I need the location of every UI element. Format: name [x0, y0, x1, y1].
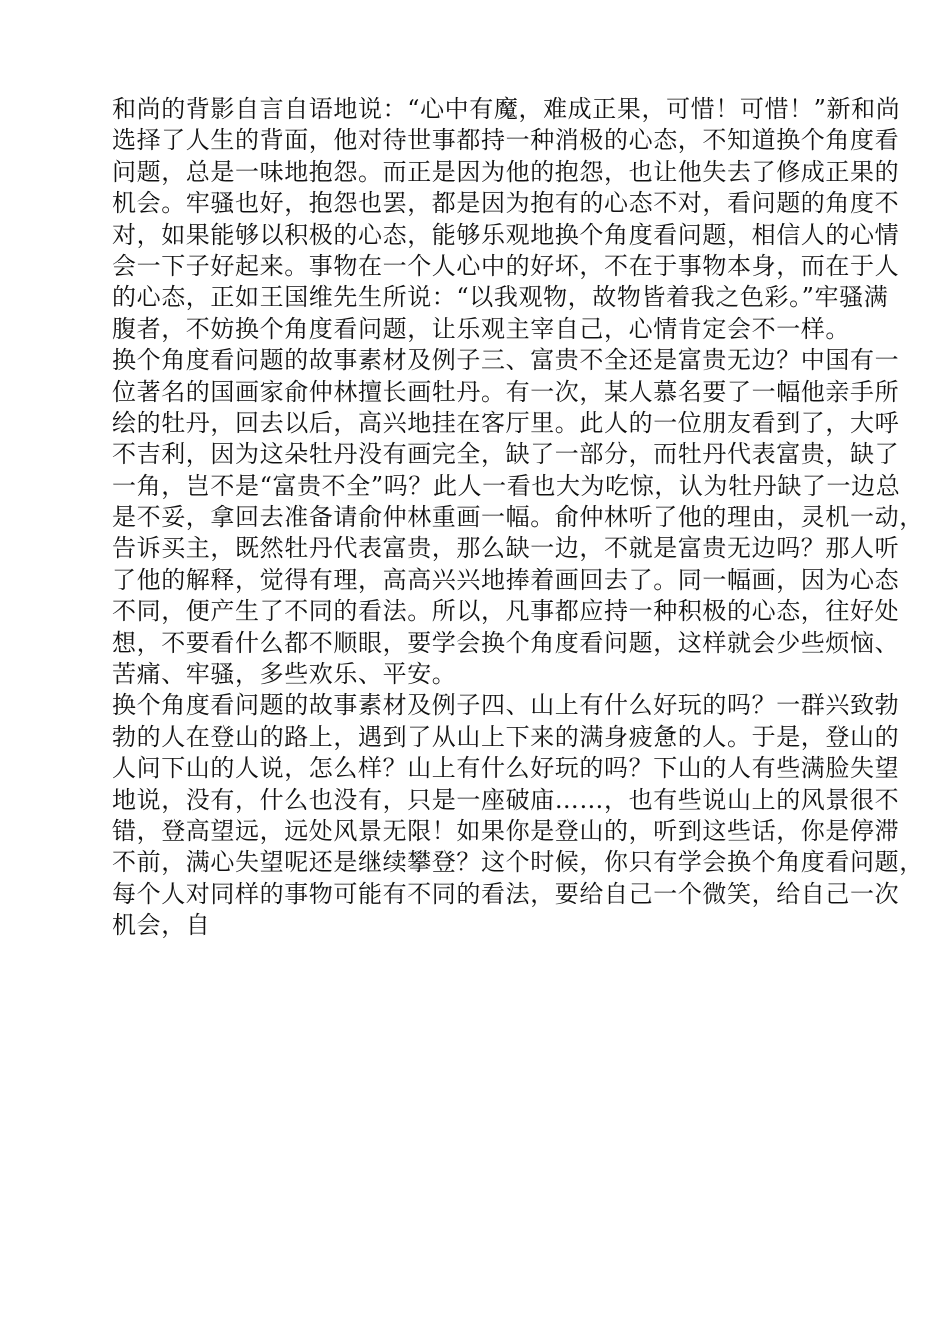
- text-line: 不吉利，因为这朵牡丹没有画完全，缺了一部分，而牡丹代表富贵，缺了: [112, 440, 900, 469]
- text-line: 腹者，不妨换个角度看问题，让乐观主宰自己，心情肯定会不一样。: [112, 314, 850, 343]
- text-line: 想，不要看什么都不顺眼，要学会换个角度看问题，这样就会少些烦恼、: [112, 628, 900, 657]
- text-line: 错，登高望远，远处风景无限！如果你是登山的，听到这些话，你是停滞: [112, 816, 900, 845]
- text-line: 绘的牡丹，回去以后，高兴地挂在客厅里。此人的一位朋友看到了，大呼: [112, 408, 900, 437]
- paragraph-1: [112, 94, 901, 345]
- text-line: 机会。牢骚也好，抱怨也罢，都是因为抱有的心态不对，看问题的角度不: [112, 189, 900, 218]
- document-body: [112, 94, 924, 942]
- text-line: 一角，岂不是“富贵不全”吗？此人一看也大为吃惊，认为牡丹缺了一边总: [112, 471, 901, 500]
- paragraph-2: [112, 345, 924, 690]
- text-line: 会一下子好起来。事物在一个人心中的好坏，不在于事物本身，而在于人: [112, 251, 900, 280]
- text-line: 换个角度看问题的故事素材及例子四、山上有什么好玩的吗？一群兴致勃: [112, 691, 900, 720]
- text-line: 位著名的国画家俞仲林擅长画牡丹。有一次，某人慕名要了一幅他亲手所: [112, 377, 900, 406]
- text-line: 和尚的背影自言自语地说：“心中有魔，难成正果，可惜！可惜！”新和尚: [112, 95, 901, 123]
- text-line: 问题，总是一味地抱怨。而正是因为他的抱怨，也让他失去了修成正果的: [112, 157, 900, 186]
- text-line: 每个人对同样的事物可能有不同的看法，要给自己一个微笑，给自己一次: [112, 879, 900, 908]
- text-line: 的心态，正如王国维先生所说：“以我观物，故物皆着我之色彩。”牢骚满: [112, 283, 889, 312]
- text-line: 勃的人在登山的路上，遇到了从山上下来的满身疲惫的人。于是，登山的: [112, 722, 900, 751]
- text-line: 是不妥，拿回去准备请俞仲林重画一幅。俞仲林听了他的理由，灵机一动，: [112, 503, 924, 532]
- text-line: 换个角度看问题的故事素材及例子三、富贵不全还是富贵无边？中国有一: [112, 346, 900, 375]
- text-line: 人问下山的人说，怎么样？山上有什么好玩的吗？下山的人有些满脸失望: [112, 754, 900, 783]
- text-line: 不同，便产生了不同的看法。所以，凡事都应持一种积极的心态，往好处: [112, 597, 900, 626]
- paragraph-3: [112, 690, 924, 941]
- text-line: 地说，没有，什么也没有，只是一座破庙……，也有些说山上的风景很不: [112, 785, 900, 814]
- text-line: 对，如果能够以积极的心态，能够乐观地换个角度看问题，相信人的心情: [112, 220, 900, 249]
- text-line: 苦痛、牢骚，多些欢乐、平安。: [112, 660, 457, 689]
- text-line: 选择了人生的背面，他对待世事都持一种消极的心态，不知道换个角度看: [112, 126, 900, 155]
- text-line: 了他的解释，觉得有理，高高兴兴地捧着画回去了。同一幅画，因为心态: [112, 565, 900, 594]
- text-line: 不前，满心失望呢还是继续攀登？这个时候，你只有学会换个角度看问题，: [112, 848, 924, 877]
- text-line: 机会，自: [112, 911, 211, 940]
- text-line: 告诉买主，既然牡丹代表富贵，那么缺一边，不就是富贵无边吗？那人听: [112, 534, 900, 563]
